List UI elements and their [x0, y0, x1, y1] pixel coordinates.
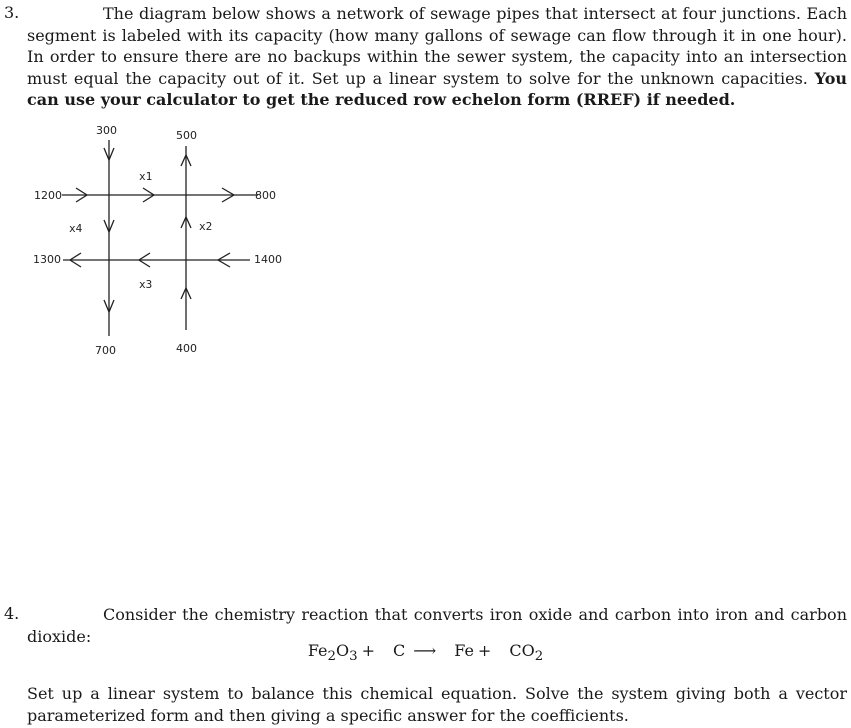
eq-plus-1: + — [361, 641, 376, 660]
label-x3: x3 — [139, 278, 153, 291]
question-4-instructions: Set up a linear system to balance this chemical equation. Solve the system giving both a vector parameterized form and then giving a specific answer for the coefficients. — [27, 684, 847, 725]
question-3-body: The diagram below shows a network of sewage pipes that intersect at four junctions. Each segment is labeled with its capacity (how many gallons of sewage can flow through it in one hour). In order to ensure there are no backups within the sewer system, the capacity into an intersection must equal the capacity out of it. Set up a linear system to solve for the unknown capacities. — [27, 4, 847, 88]
eq-fe: Fe — [307, 641, 328, 660]
chemical-equation — [0, 641, 851, 664]
label-1400: 1400 — [254, 253, 282, 266]
label-x2: x2 — [199, 220, 213, 233]
question-3-text — [27, 3, 847, 111]
question-3-bold-instruction: You can use your calculator to get the reduced row echelon form (RREF) if needed. — [27, 68, 847, 109]
sewage-network-diagram — [25, 118, 295, 363]
eq-co: CO — [509, 641, 535, 660]
eq-sub-3: 3 — [349, 649, 358, 665]
question-4-number: 4. — [4, 604, 20, 623]
label-300: 300 — [96, 124, 117, 137]
eq-plus-2: + — [477, 641, 492, 660]
eq-fe-product: Fe — [454, 641, 474, 660]
label-700: 700 — [95, 344, 116, 357]
question-3-number: 3. — [4, 3, 20, 22]
label-x4: x4 — [69, 222, 83, 235]
label-400: 400 — [176, 342, 197, 355]
label-800: 800 — [255, 189, 276, 202]
question-4-body: Consider the chemistry reaction that converts iron oxide and carbon into iron and carbon dioxide: — [27, 605, 847, 646]
eq-o: O — [336, 641, 350, 660]
label-500: 500 — [176, 129, 197, 142]
eq-c: C — [393, 641, 406, 660]
label-1200: 1200 — [34, 189, 62, 202]
label-x1: x1 — [139, 170, 153, 183]
eq-sub-2b: 2 — [534, 649, 544, 665]
label-1300: 1300 — [33, 253, 61, 266]
eq-arrow: ⟶ — [413, 641, 437, 660]
eq-sub-2: 2 — [327, 649, 337, 665]
